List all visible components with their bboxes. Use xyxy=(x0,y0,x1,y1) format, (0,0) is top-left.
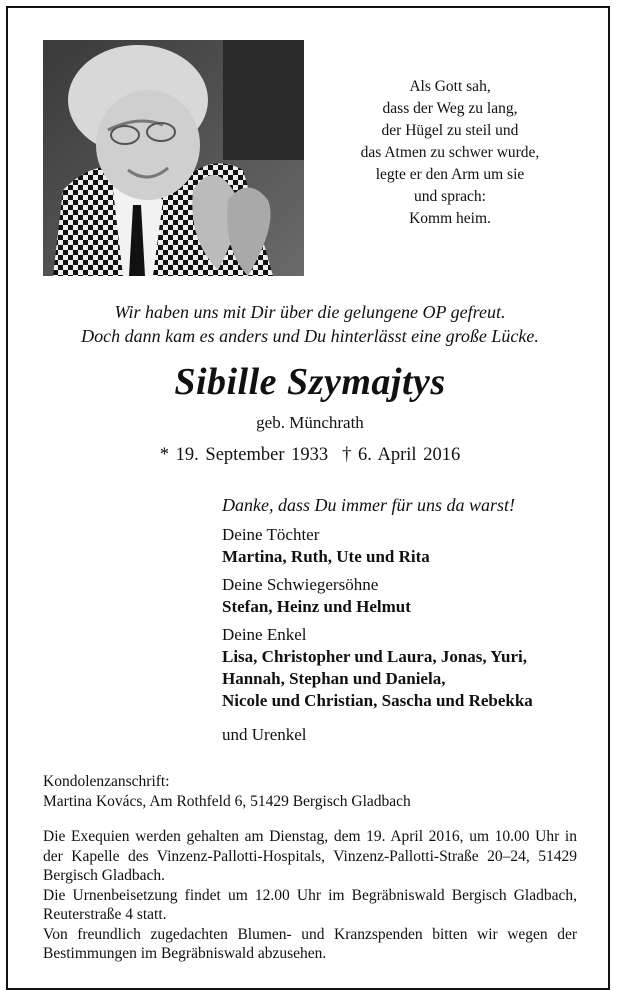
service-info xyxy=(43,827,577,964)
poem-line: Als Gott sah, xyxy=(409,78,491,95)
great-grandchildren: und Urenkel xyxy=(222,725,307,744)
poem xyxy=(330,76,570,230)
relation-label: Deine Enkel xyxy=(222,625,307,644)
relation-names: Nicole und Christian, Sascha und Rebekka xyxy=(222,691,533,710)
family-group-sons-in-law xyxy=(222,574,592,618)
condolence-address xyxy=(43,772,411,812)
info-paragraph: Die Exequien werden gehalten am Dienstag, dem 19. April 2016, um 10.00 Uhr in der Kapelle des Vinzenz-Pallotti-Hospitals, Vinzenz-Pallotti-Straße 20–24, 51429 Bergisch Gladbach. xyxy=(43,828,577,884)
poem-line: dass der Weg zu lang, xyxy=(382,100,518,117)
info-paragraph: Die Urnenbeisetzung findet um 12.00 Uhr im Begräbniswald Bergisch Gladbach, Reuterstraße 4 statt. xyxy=(43,886,577,923)
life-dates xyxy=(0,445,620,466)
maiden-name: geb. Münchrath xyxy=(256,413,364,432)
address-line: Martina Kovács, Am Rothfeld 6, 51429 Bergisch Gladbach xyxy=(43,793,411,810)
poem-line: und sprach: xyxy=(414,188,486,205)
address-label: Kondolenzanschrift: xyxy=(43,773,170,790)
relation-label: Deine Schwiegersöhne xyxy=(222,575,379,594)
relation-names: Martina, Ruth, Ute und Rita xyxy=(222,547,430,566)
thanks-line: Danke, dass Du immer für uns da warst! xyxy=(222,495,516,515)
family-list xyxy=(222,524,592,746)
family-group-daughters xyxy=(222,524,592,568)
poem-line: der Hügel zu steil und xyxy=(381,122,519,139)
deceased-name: Sibille Szymajtys xyxy=(174,361,446,403)
intro-line: Wir haben uns mit Dir über die gelungene OP gefreut. xyxy=(114,302,506,322)
family-group-grandchildren xyxy=(222,624,592,712)
intro-line: Doch dann kam es anders und Du hinterlässt eine große Lücke. xyxy=(81,326,539,346)
relation-label: Deine Töchter xyxy=(222,525,320,544)
death-date: † 6. April 2016 xyxy=(342,445,461,465)
poem-line: Komm heim. xyxy=(409,210,491,227)
relation-names: Hannah, Stephan und Daniela, xyxy=(222,669,446,688)
portrait-photo xyxy=(43,40,304,276)
info-paragraph: Von freundlich zugedachten Blumen- und Kranzspenden bitten wir wegen der Bestimmungen im Begräbniswald abzusehen. xyxy=(43,925,577,962)
relation-names: Lisa, Christopher und Laura, Jonas, Yuri, xyxy=(222,647,527,666)
poem-line: das Atmen zu schwer wurde, xyxy=(360,144,540,161)
intro-text xyxy=(20,300,600,348)
poem-line: legte er den Arm um sie xyxy=(375,166,525,183)
birth-date: * 19. September 1933 xyxy=(159,445,329,465)
relation-names: Stefan, Heinz und Helmut xyxy=(222,597,411,616)
